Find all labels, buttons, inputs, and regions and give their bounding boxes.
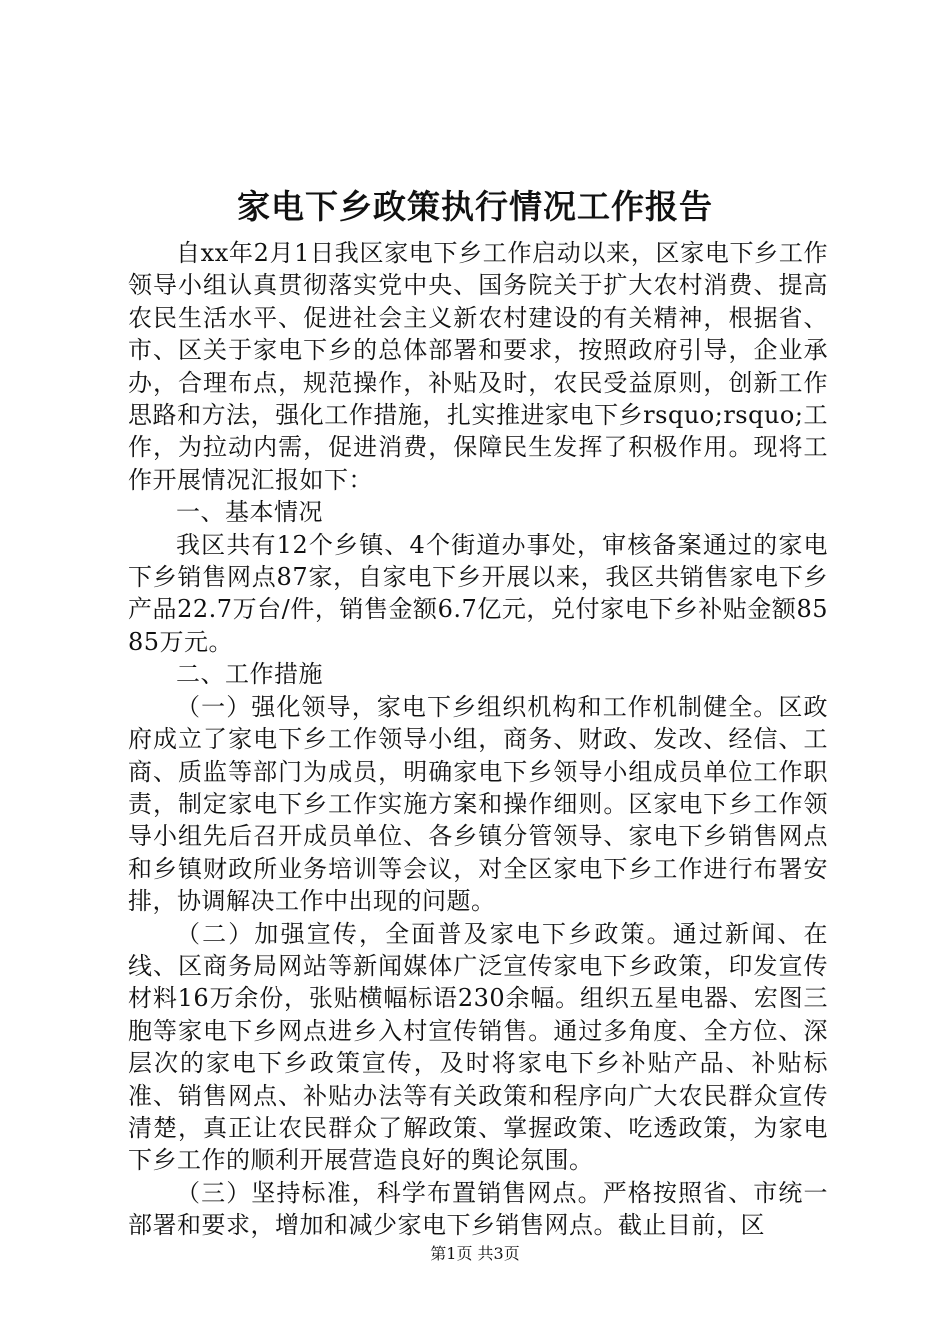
paragraph-intro: 自xx年2月1日我区家电下乡工作启动以来，区家电下乡工作领导小组认真贯彻落实党中央、国务院关于扩大农村消费、提高农民生活水平、促进社会主义新农村建设的有关精神，根据省、市、区关于家电下乡的总体部署和要求，按照政府引导，企业承办，合理布点，规范操作，补贴及时，农民受益原则，创新工作思路和方法，强化工作措施，扎实推进家电下乡rsquo;rsquo;工作，为拉动内需，促进消费，保障民生发挥了积极作用。现将工作开展情况汇报如下：: [128, 239, 828, 494]
section-heading-basic: 一、基本情况: [176, 498, 323, 527]
document-body: [128, 237, 828, 1242]
document-title: 家电下乡政策执行情况工作报告: [237, 187, 713, 226]
paragraph-measure-3: （三）坚持标准，科学布置销售网点。严格按照省、市统一部署和要求，增加和减少家电下乡销售网点。截止目前，区: [128, 1178, 828, 1240]
paragraph-basic-info: 我区共有12个乡镇、4个街道办事处，审核备案通过的家电下乡销售网点87家，自家电下乡开展以来，我区共销售家电下乡产品22.7万台/件，销售金额6.7亿元，兑付家电下乡补贴金额8585万元。: [128, 530, 828, 656]
page-footer: 第1页 共3页: [430, 1244, 520, 1263]
paragraph-measure-1: （一）强化领导，家电下乡组织机构和工作机制健全。区政府成立了家电下乡工作领导小组，商务、财政、发改、经信、工商、质监等部门为成员，明确家电下乡领导小组成员单位工作职责，制定家电下乡工作实施方案和操作细则。区家电下乡工作领导小组先后召开成员单位、各乡镇分管领导、家电下乡销售网点和乡镇财政所业务培训等会议，对全区家电下乡工作进行布署安排，协调解决工作中出现的问题。: [128, 692, 828, 916]
section-heading-measures: 二、工作措施: [176, 660, 323, 689]
paragraph-measure-2: （二）加强宣传，全面普及家电下乡政策。通过新闻、在线、区商务局网站等新闻媒体广泛宣传家电下乡政策，印发宣传材料16万余份，张贴横幅标语230余幅。组织五星电器、宏图三胞等家电下乡网点进乡入村宣传销售。通过多角度、全方位、深层次的家电下乡政策宣传，及时将家电下乡补贴产品、补贴标准、销售网点、补贴办法等有关政策和程序向广大农民群众宣传清楚，真正让农民群众了解政策、掌握政策、吃透政策，为家电下乡工作的顺利开展营造良好的舆论氛围。: [128, 919, 828, 1175]
